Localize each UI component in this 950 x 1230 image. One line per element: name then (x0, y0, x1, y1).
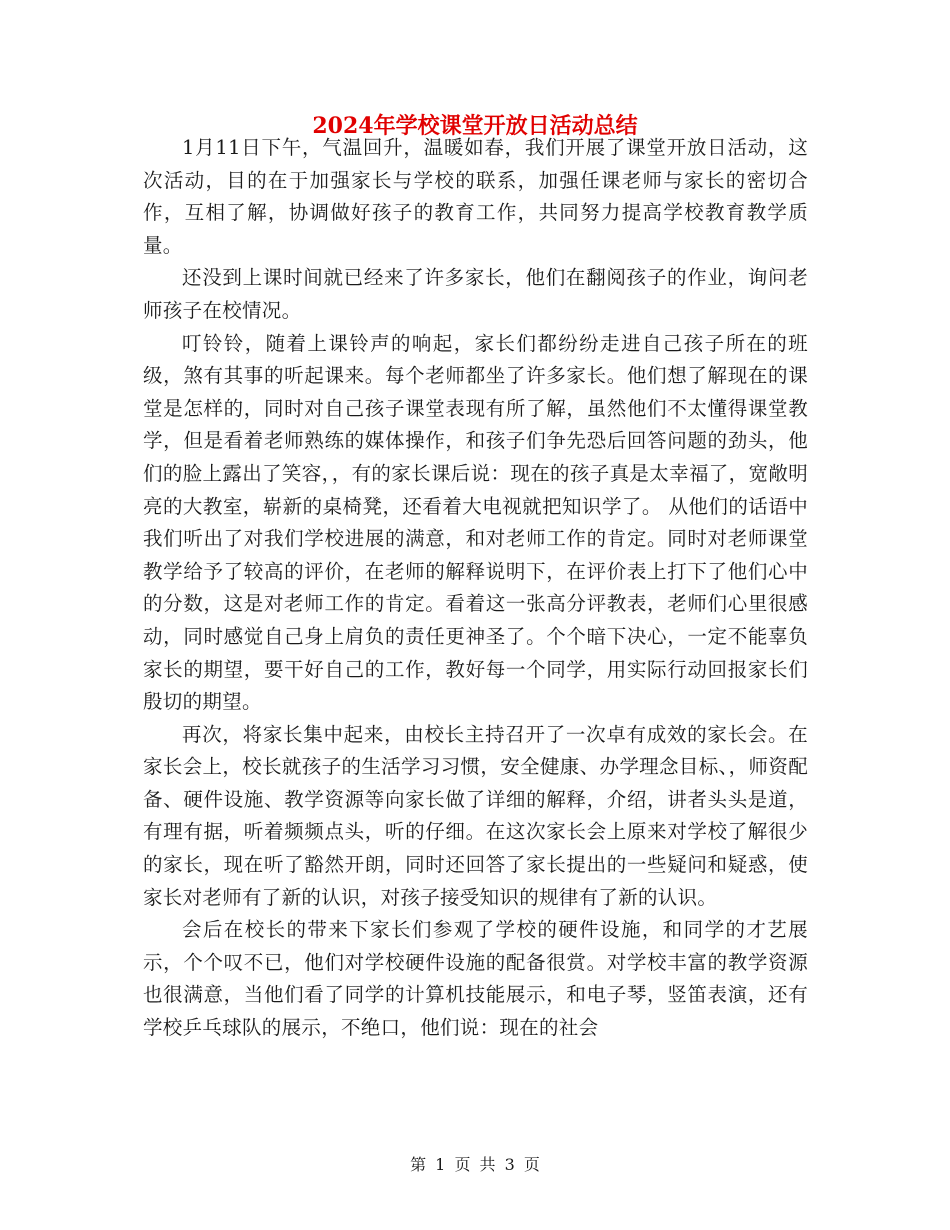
document-title: 2024年学校课堂开放日活动总结 (312, 113, 638, 139)
paragraph-2: 还没到上课时间就已经来了许多家长，他们在翻阅孩子的作业，询问老师孩子在校情况。 (143, 266, 808, 322)
paragraph-4: 再次，将家长集中起来，由校长主持召开了一次卓有成效的家长会。在家长会上，校长就孩子的生活学习习惯，安全健康、办学理念目标、，师资配备、硬件设施、教学资源等向家长做了详细的解释，介绍，讲者头头是道，有理有据，听着频频点头，听的仔细。在这次家长会上原来对学校了解很少的家长，现在听了豁然开朗，同时还回答了家长提出的一些疑问和疑惑，使家长对老师有了新的认识，对孩子接受知识的规律有了新的认识。 (143, 722, 808, 909)
paragraph-3: 叮铃铃，随着上课铃声的响起，家长们都纷纷走进自己孩子所在的班级，煞有其事的听起课来。每个老师都坐了许多家长。他们想了解现在的课堂是怎样的，同时对自己孩子课堂表现有所了解，虽然他们不太懂得课堂教学，但是看着老师熟练的媒体操作，和孩子们争先恐后回答问题的劲头，他们的脸上露出了笑容，，有的家长课后说：现在的孩子真是太幸福了，宽敞明亮的大教室，崭新的桌椅凳，还看着大电视就把知识学了。 从他们的话语中我们听出了对我们学校进展的满意，和对老师工作的肯定。同时对老师课堂教学给予了较高的评价，在老师的解释说明下，在评价表上打下了他们心中的分数，这是对老师工作的肯定。看着这一张高分评教表，老师们心里很感动，同时感觉自己身上肩负的责任更神圣了。个个暗下决心，一定不能辜负家长的期望，要干好自己的工作，教好每一个同学，用实际行动回报家长们殷切的期望。 (143, 331, 808, 714)
paragraph-1: 1月11日下午，气温回升，温暖如春，我们开展了课堂开放日活动，这次活动，目的在于加强家长与学校的联系，加强任课老师与家长的密切合作，互相了解，协调做好孩子的教育工作，共同努力提高学校教育教学质量。 (143, 136, 808, 257)
paragraph-5: 会后在校长的带来下家长们参观了学校的硬件设施，和同学的才艺展示，个个叹不已，他们对学校硬件设施的配备很赏。对学校丰富的教学资源也很满意，当他们看了同学的计算机技能展示，和电子琴，竖笛表演，还有学校乒乓球队的展示，不绝口，他们说：现在的社会 (143, 918, 808, 1040)
document-body (143, 132, 808, 1045)
page-footer: 第 1 页 共 3 页 (410, 1155, 540, 1174)
